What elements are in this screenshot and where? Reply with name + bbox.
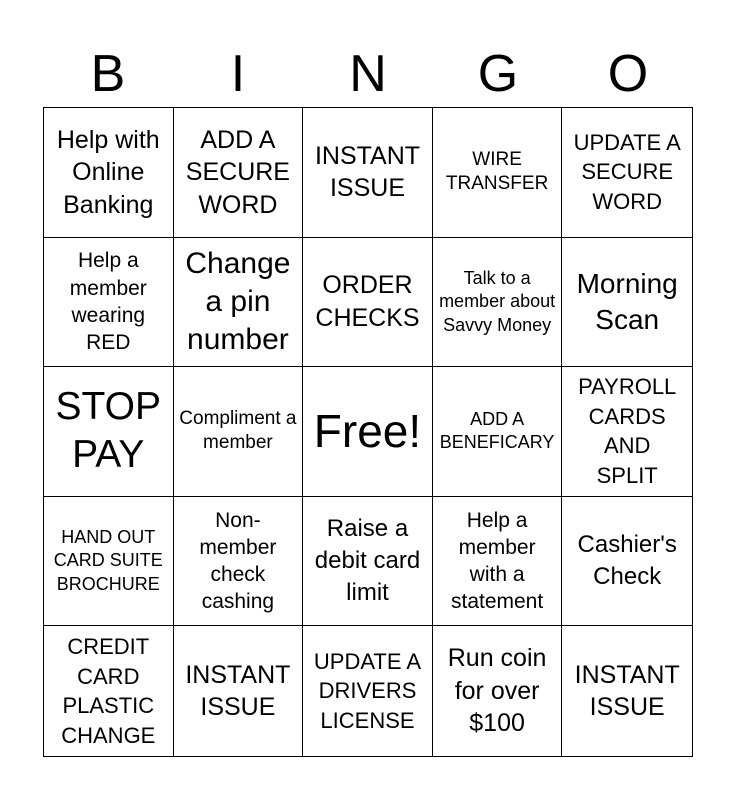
bingo-cell[interactable] [433,367,563,497]
cell-text: Help a member wearing RED [69,249,147,355]
bingo-board [43,107,693,757]
cell-text: ADD A BENEFICARY [439,409,555,453]
bingo-cell[interactable] [174,108,304,238]
bingo-cell[interactable] [44,497,174,627]
cell-text: HAND OUT CARD SUITE BROCHURE [53,527,163,594]
cell-text: INSTANT ISSUE [185,660,291,722]
cell-text: Raise a debit card limit [314,515,421,607]
cell-text: Talk to a member about Savvy Money [439,267,556,335]
bingo-cell[interactable] [562,108,692,238]
cell-text: WIRE TRANSFER [445,148,549,195]
free-space[interactable] [303,367,433,497]
bingo-cell[interactable] [44,238,174,368]
bingo-cell[interactable] [44,108,174,238]
header-letter-g: G [477,45,519,103]
bingo-cell[interactable] [433,626,563,756]
header-letter-o: O [607,45,649,103]
cell-text: Change a pin number [185,247,291,356]
cell-text: UPDATE A DRIVERS LICENSE [313,648,422,734]
bingo-cell[interactable] [562,238,692,368]
cell-text: Help with Online Banking [56,125,160,219]
bingo-cell[interactable] [433,108,563,238]
header-letter-n: N [349,45,387,103]
cell-text: STOP PAY [55,384,162,477]
bingo-cell[interactable] [174,497,304,627]
cell-text: INSTANT ISSUE [574,660,680,722]
bingo-cell[interactable] [562,626,692,756]
bingo-cell[interactable] [303,497,433,627]
bingo-cell[interactable] [174,367,304,497]
cell-text: UPDATE A SECURE WORD [573,129,681,215]
cell-text: Morning Scan [576,267,678,335]
bingo-cell[interactable] [303,238,433,368]
bingo-cell[interactable] [44,626,174,756]
header-letter-b: B [90,45,126,103]
bingo-cell[interactable] [562,367,692,497]
cell-text: Free! [313,404,422,457]
bingo-cell[interactable] [174,626,304,756]
bingo-cell[interactable] [44,367,174,497]
cell-text: Cashier's Check [577,531,677,591]
bingo-cell[interactable] [303,626,433,756]
bingo-cell[interactable] [174,238,304,368]
cell-text: Run coin for over $100 [447,644,547,738]
header-letter-i: I [230,45,246,103]
cell-text: Non-member check cashing [199,508,277,614]
cell-text: PAYROLL CARDS AND SPLIT [578,374,677,489]
bingo-cell[interactable] [303,108,433,238]
cell-text: ORDER CHECKS [315,271,420,332]
bingo-cell[interactable] [433,238,563,368]
cell-text: INSTANT ISSUE [314,141,421,203]
bingo-header [43,40,693,108]
cell-text: ADD A SECURE WORD [185,125,290,219]
cell-text: Compliment a member [179,407,297,454]
bingo-cell[interactable] [562,497,692,627]
bingo-cell[interactable] [433,497,563,627]
cell-text: CREDIT CARD PLASTIC CHANGE [61,633,156,748]
cell-text: Help a member with a statement [450,508,544,614]
